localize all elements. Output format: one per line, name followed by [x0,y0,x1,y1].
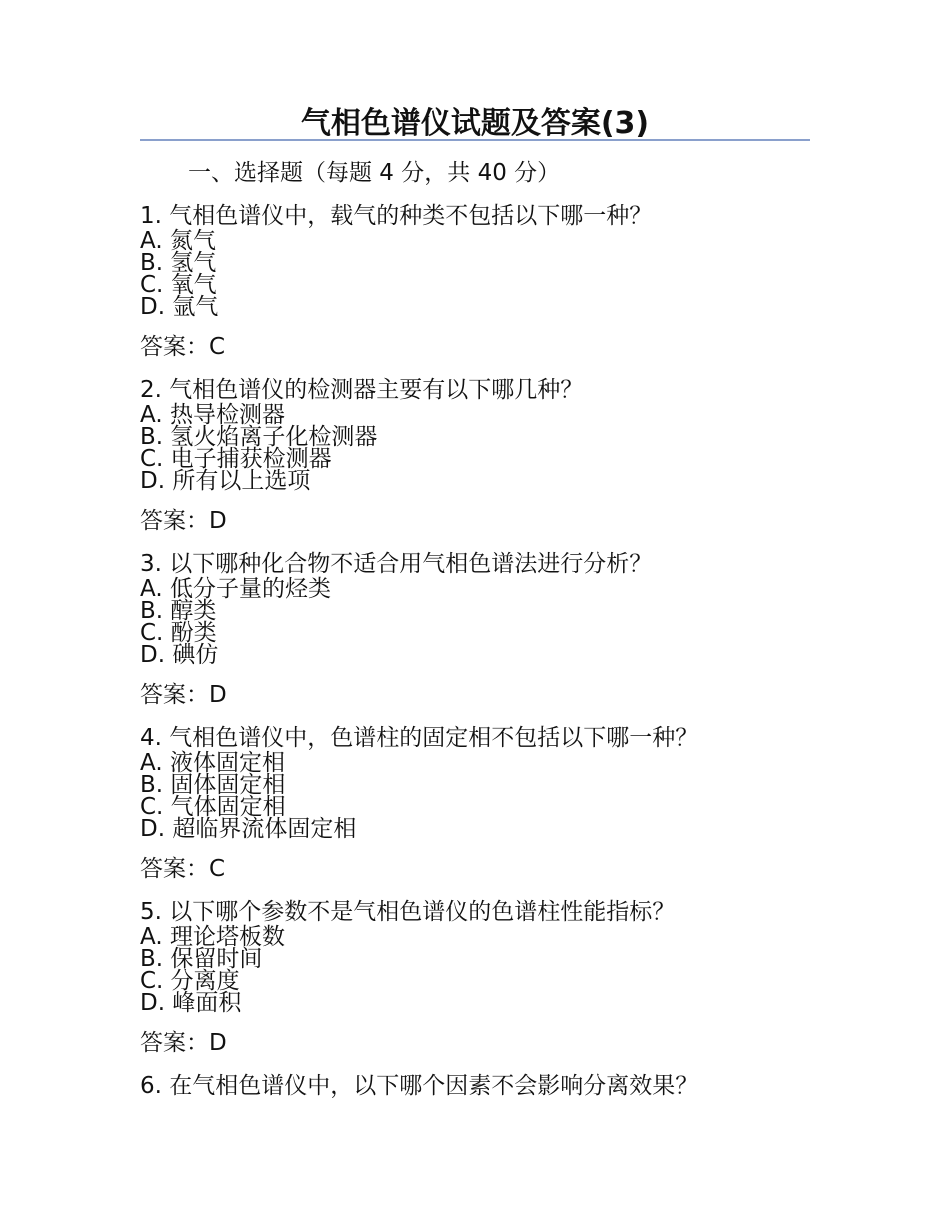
option-2d: D. 所有以上选项 [140,468,311,494]
option-3c: C. 酚类 [140,620,217,646]
section-heading: 一、选择题（每题 4 分，共 40 分） [188,160,561,186]
option-1c: C. 氧气 [140,272,217,298]
answer-4: 答案：C [140,856,226,882]
option-5b: B. 保留时间 [140,946,263,972]
answer-5: 答案：D [140,1030,227,1056]
option-1d: D. 氩气 [140,294,219,320]
option-2c: C. 电子捕获检测器 [140,446,332,472]
answer-3: 答案：D [140,682,227,708]
answer-1: 答案：C [140,334,226,360]
option-4c: C. 气体固定相 [140,794,286,820]
question-6: 6. 在气相色谱仪中，以下哪个因素不会影响分离效果？ [140,1073,699,1099]
question-5: 5. 以下哪个参数不是气相色谱仪的色谱柱性能指标？ [140,899,676,925]
answer-2: 答案：D [140,508,227,534]
option-1b: B. 氢气 [140,250,217,276]
option-5d: D. 峰面积 [140,990,242,1016]
option-2a: A. 热导检测器 [140,402,285,428]
option-5a: A. 理论塔板数 [140,924,285,950]
option-2b: B. 氢火焰离子化检测器 [140,424,378,450]
option-3d: D. 碘仿 [140,642,219,668]
option-3b: B. 醇类 [140,598,217,624]
document-title: 气相色谱仪试题及答案(3) [300,106,650,141]
option-4a: A. 液体固定相 [140,750,285,776]
question-1: 1. 气相色谱仪中，载气的种类不包括以下哪一种？ [140,203,653,229]
question-3: 3. 以下哪种化合物不适合用气相色谱法进行分析？ [140,551,653,577]
question-4: 4. 气相色谱仪中，色谱柱的固定相不包括以下哪一种？ [140,725,699,751]
question-2: 2. 气相色谱仪的检测器主要有以下哪几种？ [140,377,584,403]
option-3a: A. 低分子量的烃类 [140,576,331,602]
title-underline [140,139,810,141]
option-4d: D. 超临界流体固定相 [140,816,357,842]
option-1a: A. 氮气 [140,228,216,254]
option-4b: B. 固体固定相 [140,772,286,798]
option-5c: C. 分离度 [140,968,240,994]
